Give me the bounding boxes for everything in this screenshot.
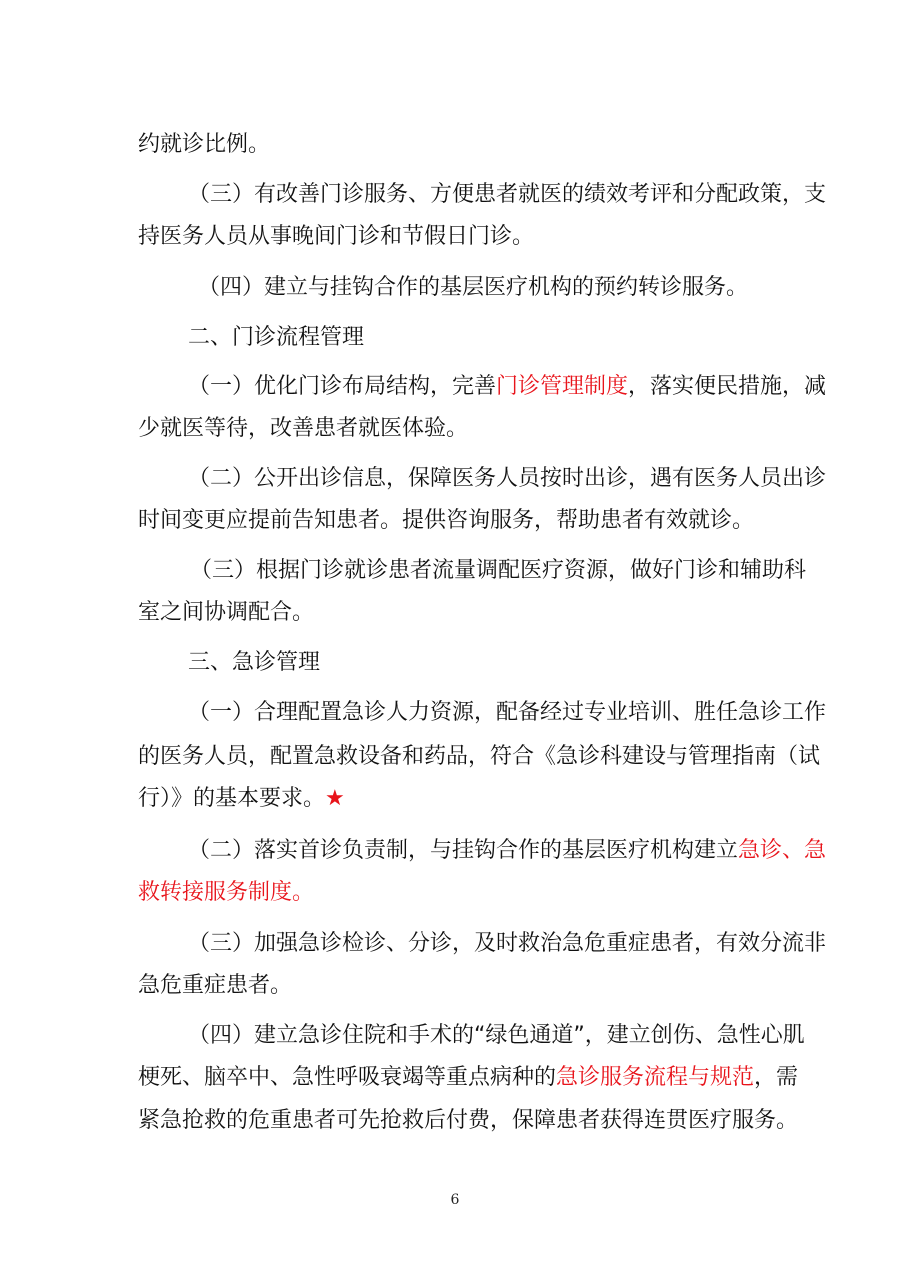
text-line xyxy=(138,222,780,252)
star-icon: ★ xyxy=(325,786,345,811)
text-segment: 室之间协调配合。 xyxy=(138,600,315,625)
text-line xyxy=(188,323,780,353)
text-segment: ，落实便民措施，减 xyxy=(628,374,827,399)
text-segment: （四）建立与挂钩合作的基层医疗机构的预约转诊服务。 xyxy=(198,275,749,300)
text-segment: （二）公开出诊信息，保障医务人员按时出诊，遇有医务人员出诊 xyxy=(188,466,827,491)
text-line xyxy=(138,1106,799,1136)
highlighted-text: 门诊管理制度 xyxy=(496,374,629,399)
highlighted-text: 急诊服务流程与规范 xyxy=(556,1065,755,1090)
text-line xyxy=(188,1021,805,1051)
text-segment: （三）有改善门诊服务、方便患者就医的绩效考评和分配政策，支 xyxy=(188,182,827,207)
text-line xyxy=(188,836,827,866)
text-segment: （三）根据门诊就诊患者流量调配医疗资源，做好门诊和辅助科 xyxy=(190,558,807,583)
text-segment: 行）》的基本要求。 xyxy=(138,786,326,811)
text-line xyxy=(138,1063,799,1093)
text-line xyxy=(190,556,807,586)
text-segment: 三、急诊管理 xyxy=(188,650,321,675)
text-segment: 持医务人员从事晚间门诊和节假日门诊。 xyxy=(138,224,535,249)
text-line xyxy=(138,506,780,536)
highlighted-text: 急诊、急 xyxy=(738,838,827,863)
text-segment: 二、门诊流程管理 xyxy=(188,325,365,350)
text-line xyxy=(188,929,827,959)
text-segment: 的医务人员，配置急救设备和药品，符合《急诊科建设与管理指南（试 xyxy=(138,744,821,769)
text-line xyxy=(138,598,780,628)
text-line xyxy=(198,273,780,303)
text-line xyxy=(188,698,827,728)
text-segment: 梗死、脑卒中、急性呼吸衰竭等重点病种的 xyxy=(138,1065,557,1090)
text-segment: （二）落实首诊负责制，与挂钩合作的基层医疗机构建立 xyxy=(188,838,739,863)
text-segment: 约就诊比例。 xyxy=(138,132,271,157)
text-line xyxy=(138,784,780,814)
text-segment: 急危重症患者。 xyxy=(138,973,293,998)
text-segment: 少就医等待，改善患者就医体验。 xyxy=(138,416,469,441)
text-line xyxy=(138,414,780,444)
text-segment: 紧急抢救的危重患者可先抢救后付费，保障患者获得连贯医疗服务。 xyxy=(138,1108,799,1133)
text-segment: （三）加强急诊检诊、分诊，及时救治急危重症患者，有效分流非 xyxy=(188,931,827,956)
text-line xyxy=(138,878,780,908)
text-line xyxy=(138,971,780,1001)
text-line xyxy=(138,130,780,160)
text-segment: ，需 xyxy=(754,1065,799,1090)
highlighted-text: 救转接服务制度。 xyxy=(138,880,315,905)
text-line xyxy=(188,180,827,210)
text-line xyxy=(188,372,827,402)
text-segment: （一）合理配置急诊人力资源，配备经过专业培训、胜任急诊工作 xyxy=(188,700,827,725)
text-segment: （一）优化门诊布局结构，完善 xyxy=(188,374,497,399)
text-line xyxy=(188,648,780,678)
text-line xyxy=(188,464,827,494)
text-segment: （四）建立急诊住院和手术的“绿色通道”，建立创伤、急性心肌 xyxy=(188,1023,805,1048)
text-segment: 时间变更应提前告知患者。提供咨询服务，帮助患者有效就诊。 xyxy=(138,508,755,533)
text-line xyxy=(138,742,821,772)
page-number: 6 xyxy=(450,1192,460,1208)
